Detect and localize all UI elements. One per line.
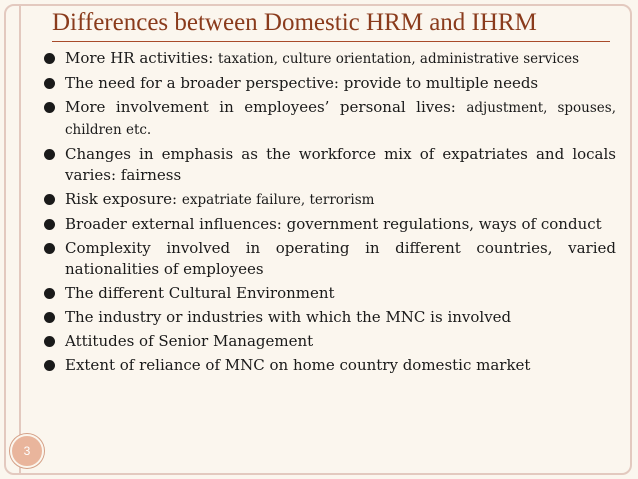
list-item — [44, 214, 616, 235]
bullet-lead: The different Cultural Environment — [65, 284, 335, 302]
bullet-lead: More involvement in employees’ personal lives: — [65, 98, 467, 116]
list-item — [44, 283, 616, 304]
bullet-lead: Complexity involved in operating in different countries, varied nationalities of employees — [65, 239, 616, 278]
list-item — [44, 48, 616, 70]
list-item — [44, 307, 616, 328]
bullet-icon — [44, 312, 55, 323]
list-item — [44, 355, 616, 376]
bullet-icon — [44, 219, 55, 230]
bullet-icon — [44, 53, 55, 64]
list-item — [44, 73, 616, 94]
slide-left-rule — [19, 6, 21, 473]
list-item — [44, 189, 616, 211]
bullet-lead: The industry or industries with which the MNC is involved — [65, 308, 512, 326]
bullet-lead: Broader external influences: government regulations, ways of conduct — [65, 215, 602, 233]
bullet-lead: More HR activities: — [65, 49, 219, 67]
list-item — [44, 97, 616, 141]
list-item — [44, 238, 616, 280]
bullet-lead: Attitudes of Senior Management — [65, 332, 314, 350]
bullet-icon — [44, 336, 55, 347]
bullet-lead: Changes in emphasis as the workforce mix of expatriates and locals varies: fairness — [65, 145, 616, 184]
bullet-lead: Extent of reliance of MNC on home country domestic market — [65, 356, 531, 374]
bullet-detail: taxation, culture orientation, administrative services — [218, 51, 580, 67]
bullet-icon — [44, 360, 55, 371]
bullet-lead: The need for a broader perspective: provide to multiple needs — [65, 74, 539, 92]
bullet-icon — [44, 288, 55, 299]
bullet-icon — [44, 102, 55, 113]
title-underline — [52, 41, 610, 42]
slide-title: Differences between Domestic HRM and IHRM — [52, 9, 537, 36]
bullet-list — [44, 48, 616, 379]
bullet-icon — [44, 194, 55, 205]
bullet-icon — [44, 78, 55, 89]
page-number-badge: 3 — [10, 434, 44, 468]
bullet-detail: adjustment, spouses, children etc. — [65, 100, 616, 138]
bullet-lead: Risk exposure: — [65, 190, 182, 208]
list-item — [44, 144, 616, 186]
bullet-icon — [44, 243, 55, 254]
bullet-icon — [44, 149, 55, 160]
list-item — [44, 331, 616, 352]
bullet-detail: expatriate failure, terrorism — [181, 192, 375, 208]
